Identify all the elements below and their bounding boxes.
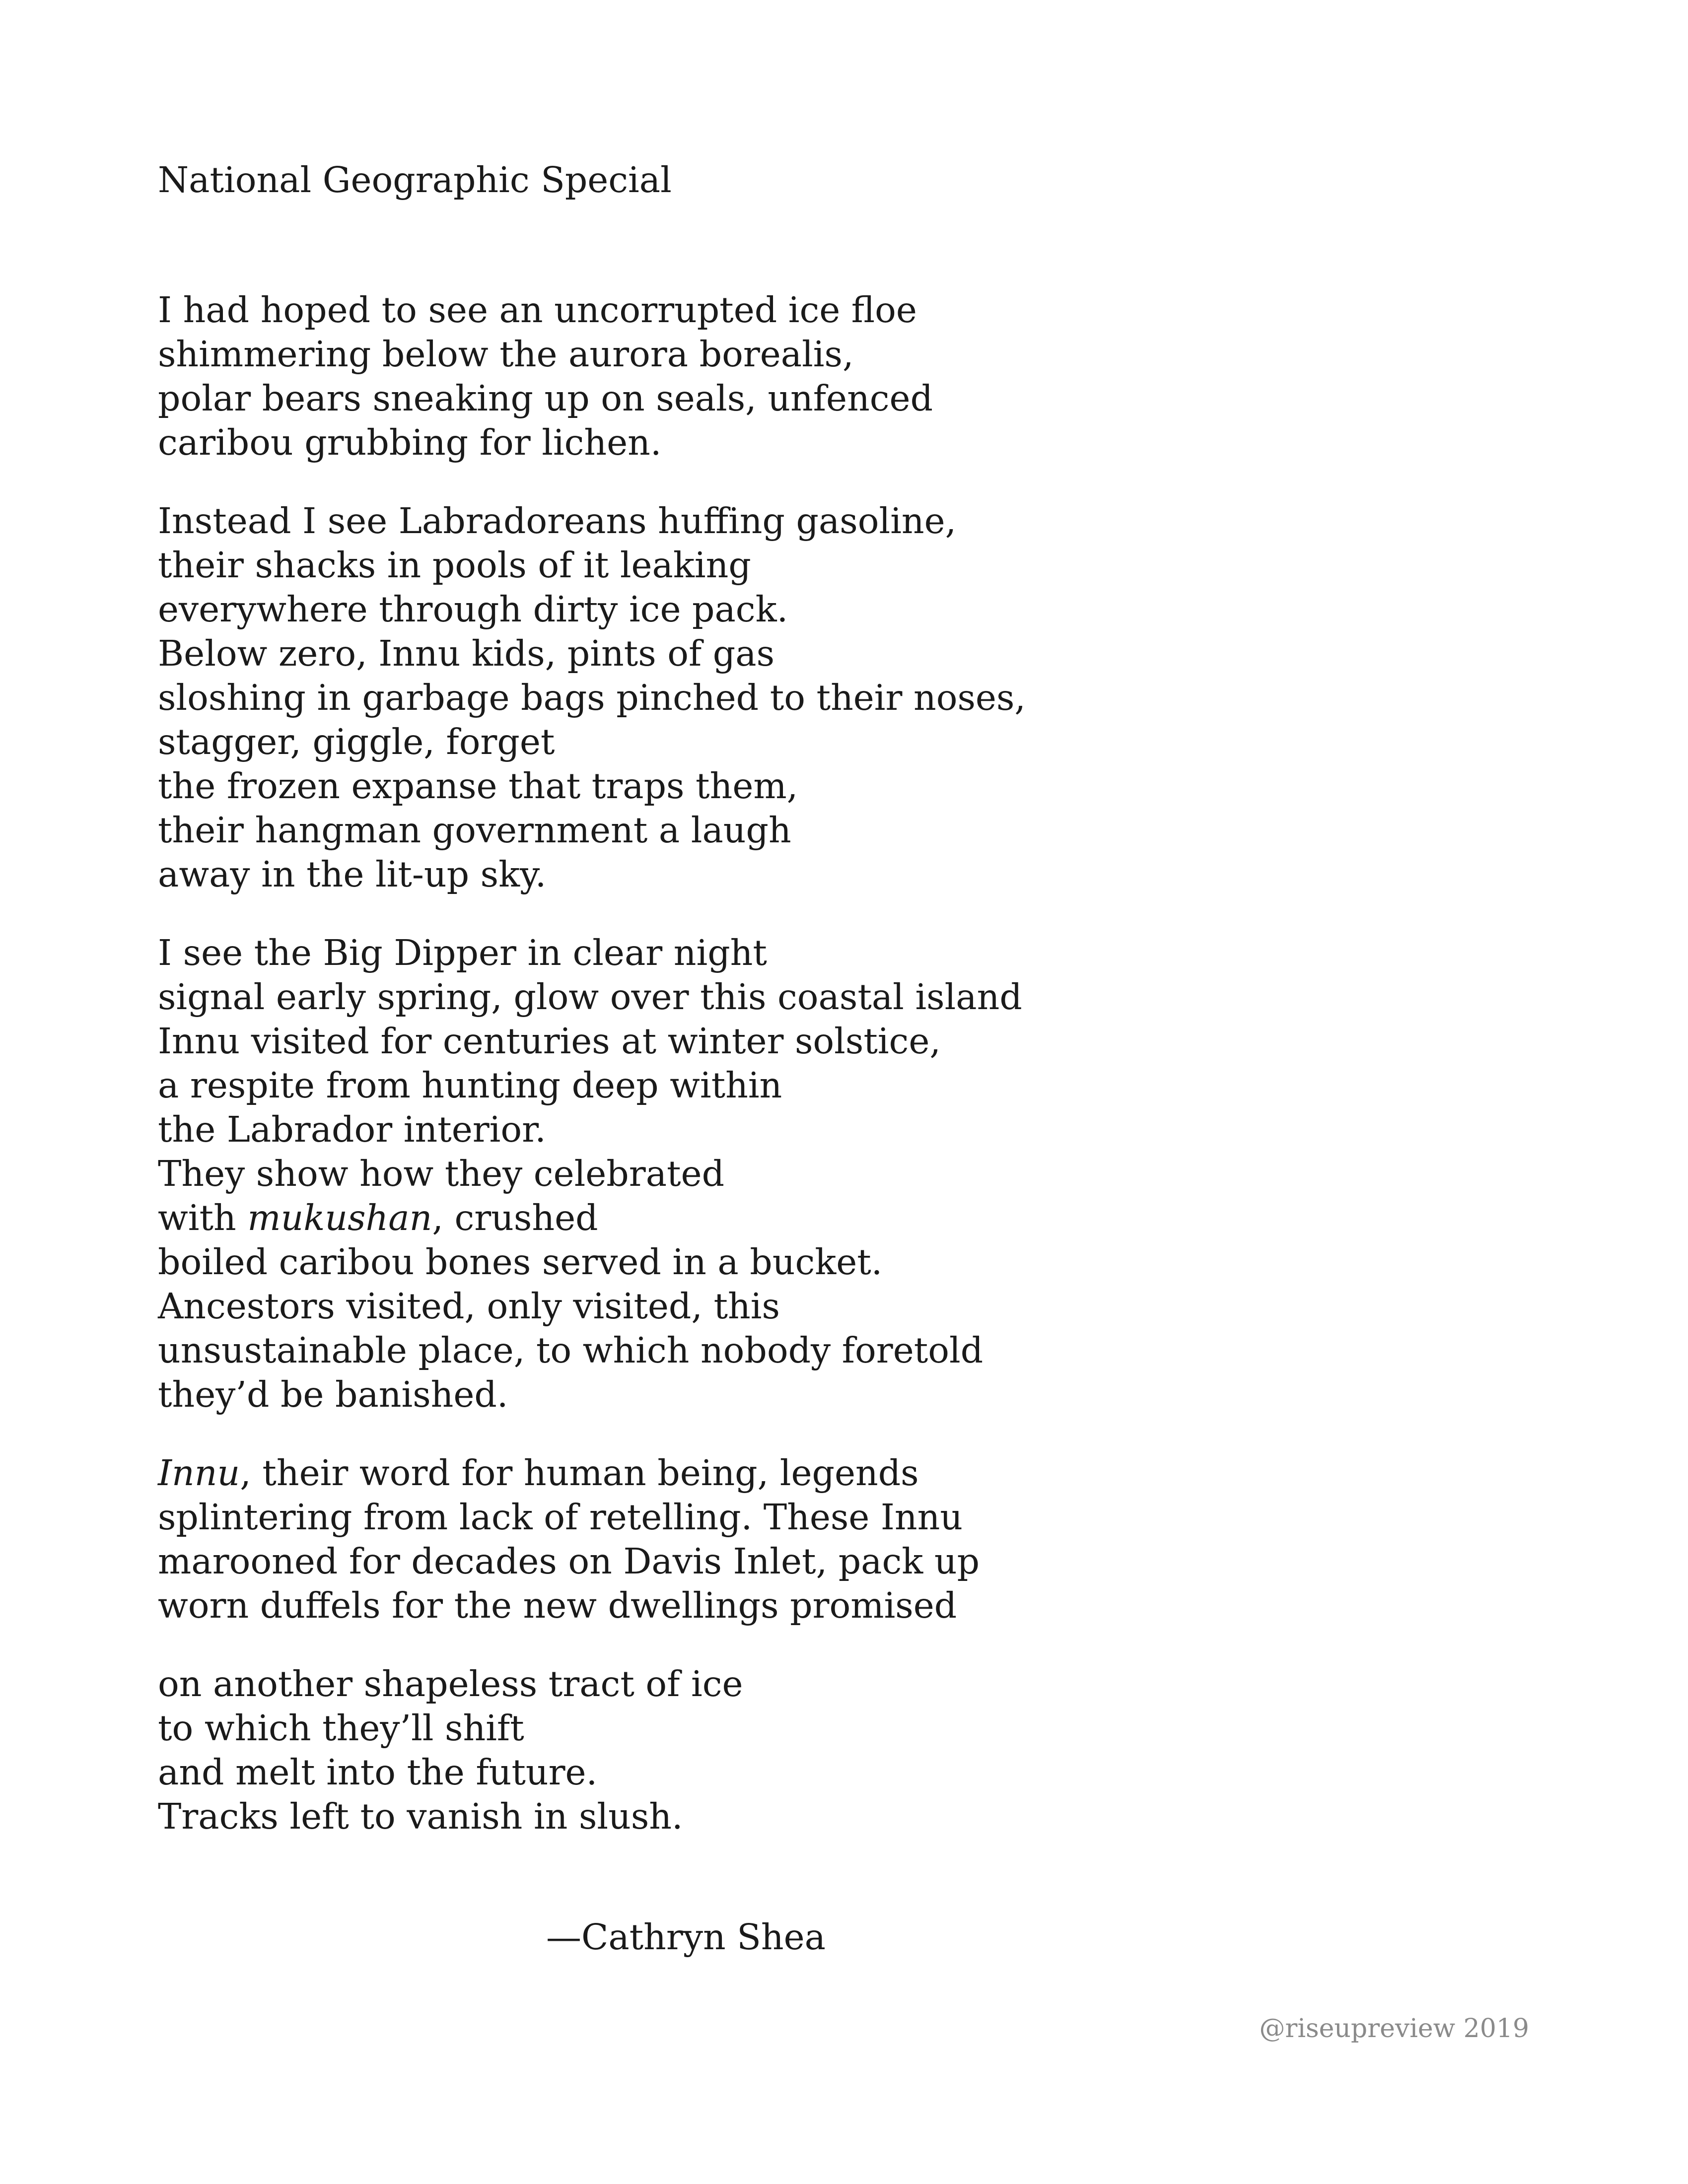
poem-line: to which they’ll shift: [158, 1707, 524, 1749]
poem-line: stagger, giggle, forget: [158, 721, 555, 762]
poem-line: Innu visited for centuries at winter solstice,: [158, 1021, 941, 1062]
poem-line: sloshing in garbage bags pinched to their noses,: [158, 677, 1026, 718]
copyright-footer: @riseupreview 2019: [1259, 2014, 1529, 2044]
poem-line: they’d be banished.: [158, 1374, 508, 1415]
poem-title: National Geographic Special: [158, 159, 672, 201]
italic-word: mukushan: [247, 1197, 432, 1238]
stanza: [158, 288, 1349, 465]
poem-line: marooned for decades on Davis Inlet, pack up: [158, 1541, 980, 1582]
italic-word: Innu: [158, 1452, 240, 1494]
poem-line: unsustainable place, to which nobody foretold: [158, 1330, 984, 1371]
poem-line: polar bears sneaking up on seals, unfenced: [158, 378, 933, 419]
poem-line: and melt into the future.: [158, 1752, 598, 1793]
poem-line: worn duffels for the new dwellings promised: [158, 1585, 957, 1626]
poem-line: caribou grubbing for lichen.: [158, 422, 662, 463]
poem-line: shimmering below the aurora borealis,: [158, 334, 854, 375]
poem-line: boiled caribou bones served in a bucket.: [158, 1241, 883, 1283]
poem-line: Innu, their word for human being, legends: [158, 1452, 919, 1494]
poem-line: a respite from hunting deep within: [158, 1065, 782, 1106]
poem-line: the frozen expanse that traps them,: [158, 765, 798, 807]
stanza: [158, 1451, 1349, 1628]
stanza: [158, 499, 1349, 896]
poem-author: —Cathryn Shea: [546, 1916, 826, 1958]
poem-line: Below zero, Innu kids, pints of gas: [158, 633, 775, 674]
poem-line: Ancestors visited, only visited, this: [158, 1286, 780, 1327]
poem-body: [158, 288, 1349, 1873]
stanza: [158, 1662, 1349, 1839]
poem-line: Instead I see Labradoreans huffing gasoline,: [158, 500, 957, 542]
poem-line: signal early spring, glow over this coastal island: [158, 976, 1022, 1018]
poem-line: I see the Big Dipper in clear night: [158, 932, 767, 973]
poem-line: the Labrador interior.: [158, 1109, 546, 1150]
poem-line: splintering from lack of retelling. These Innu: [158, 1497, 963, 1538]
poem-line: with mukushan, crushed: [158, 1197, 598, 1238]
poem-line: Tracks left to vanish in slush.: [158, 1796, 683, 1837]
poem-line: on another shapeless tract of ice: [158, 1663, 743, 1705]
poem-line: their hangman government a laugh: [158, 810, 791, 851]
poem-line: everywhere through dirty ice pack.: [158, 589, 788, 630]
stanza: [158, 931, 1349, 1417]
poem-line: their shacks in pools of it leaking: [158, 545, 751, 586]
poem-line: away in the lit-up sky.: [158, 854, 547, 895]
poem-line: They show how they celebrated: [158, 1153, 725, 1194]
poem-line: I had hoped to see an uncorrupted ice floe: [158, 289, 917, 331]
